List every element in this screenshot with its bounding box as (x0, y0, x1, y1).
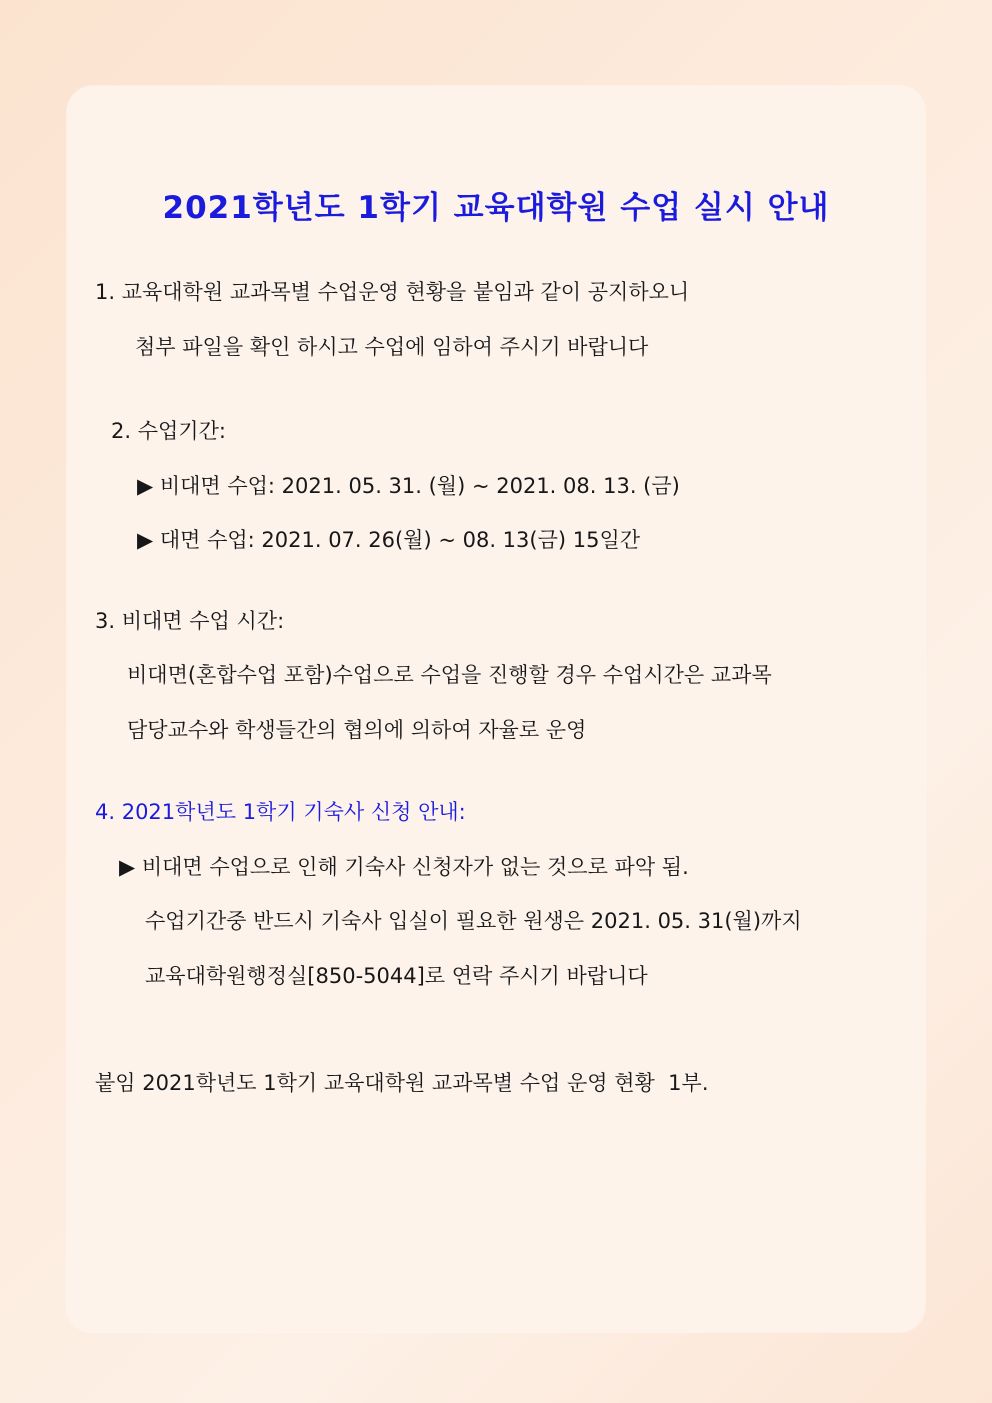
notice-item-3-line-1: 비대면(혼합수업 포함)수업으로 수업을 진행할 경우 수업시간은 교과목 (127, 663, 772, 688)
notice-item-2-bullet-2: ▶ 대면 수업: 2021. 07. 26(월) ~ 08. 13(금) 15일간 (137, 528, 641, 553)
document-body (95, 276, 897, 1099)
page-title: 2021학년도 1학기 교육대학원 수업 실시 안내 (162, 190, 830, 226)
notice-item-4-heading: 4. 2021학년도 1학기 기숙사 신청 안내: (95, 800, 466, 825)
notice-item-2-bullet-1: ▶ 비대면 수업: 2021. 05. 31. (월) ~ 2021. 08. 13. (금) (137, 473, 680, 498)
notice-item-4-line-3: 교육대학원행정실[850-5044]로 연락 주시기 바랍니다 (145, 964, 648, 989)
notice-item-3-heading: 3. 비대면 수업 시간: (95, 608, 285, 633)
notice-item-1-line-2: 첨부 파일을 확인 하시고 수업에 임하여 주시기 바랍니다 (135, 334, 649, 359)
notice-item-4-bullet-1: ▶ 비대면 수업으로 인해 기숙사 신청자가 없는 것으로 파악 됨. (119, 854, 689, 879)
document-page (67, 86, 925, 1332)
attachment-note: 붙임 2021학년도 1학기 교육대학원 교과목별 수업 운영 현황 1부. (95, 1070, 709, 1095)
notice-item-1-line-1: 1. 교육대학원 교과목별 수업운영 현황을 붙임과 같이 공지하오니 (95, 280, 690, 304)
notice-item-3-line-2: 담당교수와 학생들간의 협의에 의하여 자율로 운영 (127, 717, 587, 742)
notice-item-2-heading: 2. 수업기간: (111, 419, 226, 444)
notice-item-4-line-2: 수업기간중 반드시 기숙사 입실이 필요한 원생은 2021. 05. 31(월)까지 (145, 909, 802, 934)
